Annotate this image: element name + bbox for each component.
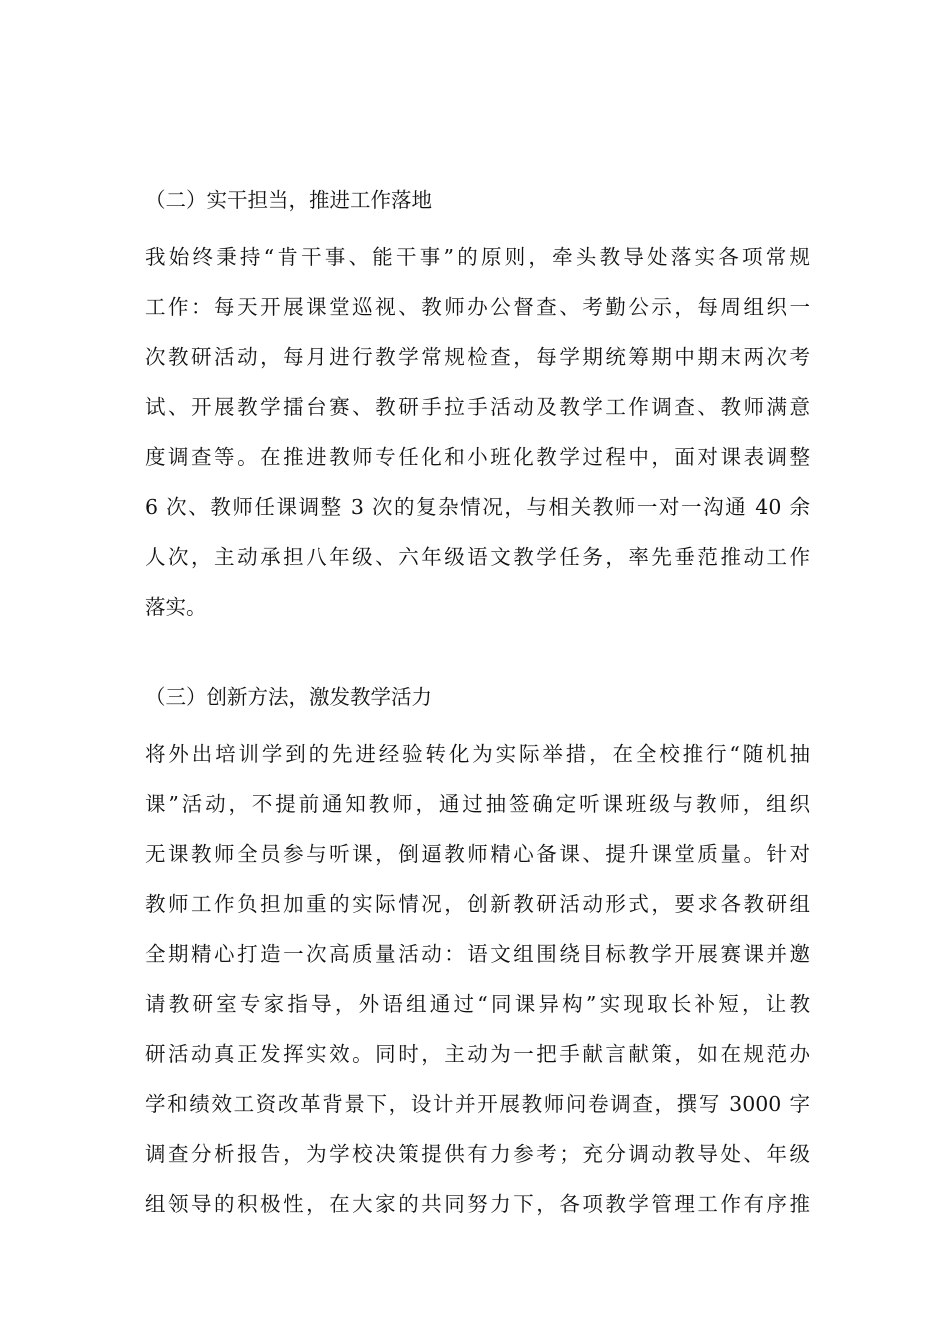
section-teaching-innovation: [145, 679, 810, 1229]
paragraph-line: 我始终秉持“肯干事、能干事”的原则，牵头教导处落实各项常规: [145, 245, 810, 269]
paragraph-line: 组领导的积极性，在大家的共同努力下，各项教学管理工作有序推: [145, 1192, 810, 1216]
section-heading: （三）创新方法，激发教学活力: [145, 685, 432, 709]
paragraph-line: 将外出培训学到的先进经验转化为实际举措，在全校推行“随机抽: [145, 742, 810, 766]
paragraph-line: 课”活动，不提前通知教师，通过抽签确定听课班级与教师，组织: [145, 792, 810, 816]
paragraph-line: 次教研活动，每月进行教学常规检查，每学期统筹期中期末两次考: [145, 345, 810, 369]
paragraph-line: 工作：每天开展课堂巡视、教师办公督查、考勤公示，每周组织一: [145, 295, 810, 319]
paragraph-line: 教师工作负担加重的实际情况，创新教研活动形式，要求各教研组: [145, 892, 810, 916]
section-heading: （二）实干担当，推进工作落地: [145, 188, 432, 212]
paragraph-line: 6 次、教师任课调整 3 次的复杂情况，与相关教师一对一沟通 40 余: [145, 495, 810, 519]
paragraph-line: 调查分析报告，为学校决策提供有力参考；充分调动教导处、年级: [145, 1142, 810, 1166]
paragraph-line: 落实。: [145, 595, 207, 619]
paragraph-line: 研活动真正发挥实效。同时，主动为一把手献言献策，如在规范办: [145, 1042, 810, 1066]
paragraph-line: 无课教师全员参与听课，倒逼教师精心备课、提升课堂质量。针对: [145, 842, 810, 866]
paragraph-line: 度调查等。在推进教师专任化和小班化教学过程中，面对课表调整: [145, 445, 810, 469]
paragraph-line: 全期精心打造一次高质量活动：语文组围绕目标教学开展赛课并邀: [145, 942, 810, 966]
paragraph-line: 学和绩效工资改革背景下，设计并开展教师问卷调查，撰写 3000 字: [145, 1092, 810, 1116]
section-work-implementation: [145, 182, 810, 632]
paragraph-line: 试、开展教学擂台赛、教研手拉手活动及教学工作调查、教师满意: [145, 395, 810, 419]
paragraph-line: 人次，主动承担八年级、六年级语文教学任务，率先垂范推动工作: [145, 545, 810, 569]
paragraph-line: 请教研室专家指导，外语组通过“同课异构”实现取长补短，让教: [145, 992, 810, 1016]
